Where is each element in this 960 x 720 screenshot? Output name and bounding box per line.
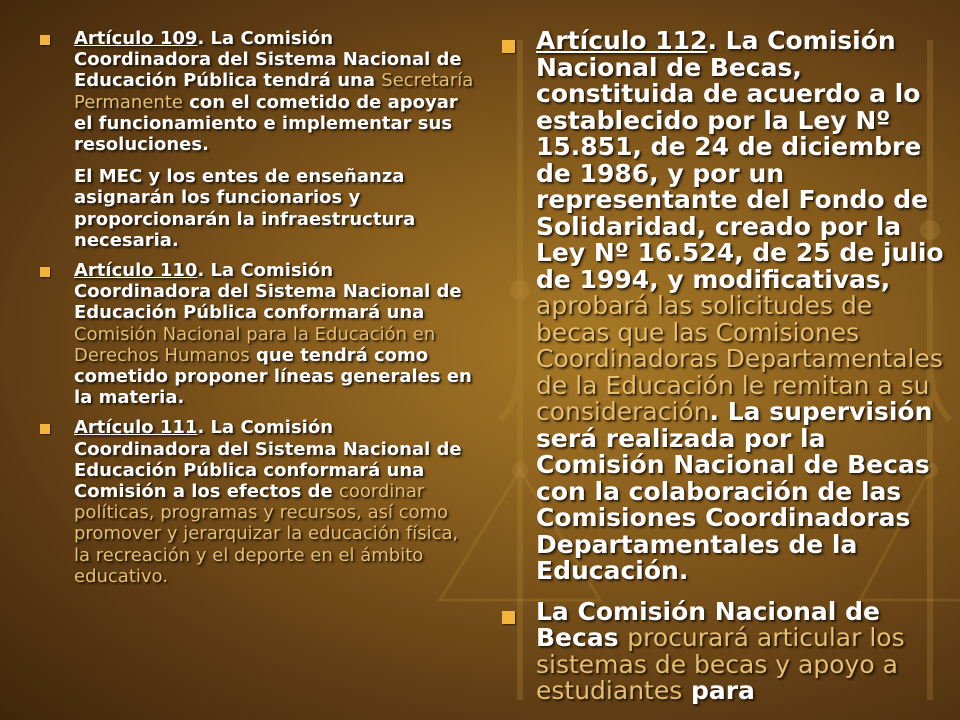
highlight-comision-ddhh: Comisión Nacional para la Educación en Derechos Humanos bbox=[74, 323, 436, 366]
becas-text: La Comisión Nacional de Becas procurará articular los sistemas de becas y apoyo a estudiantes para bbox=[536, 596, 905, 705]
list-item-article-112 bbox=[498, 28, 948, 585]
article-111-text: Artículo 111. La Comisión Coordinadora del Sistema Nacional de Educación Pública conformará una Comisión a los efectos de coordinar políticas, programas y recursos, así como promover y jerarquizar la educación física, la recreación y el deporte en el ámbito educativo. bbox=[74, 417, 462, 587]
article-112-text: Artículo 112. La Comisión Nacional de Becas, constituida de acuerdo a lo establecido por la Ley Nº 15.851, de 24 de diciembre de 1986, y por un representante del Fondo de Solidaridad, creado por la Ley Nº 16.524, de 25 de julio de 1994, y modificativas, aprobará las solicitudes de becas que las Comisiones Coordinadoras Departamentales de la Educación le remitan a su consideración. La supervisión será realizada por la Comisión Nacional de Becas con la colaboración de las Comisiones Coordinadoras Departamentales de la Educación. bbox=[536, 26, 944, 585]
bullet-icon bbox=[40, 424, 50, 434]
list-item-article-109 bbox=[36, 28, 476, 251]
highlight-articular: procurará articular los sistemas de becas y apoyo a estudiantes bbox=[536, 623, 905, 705]
article-112-link: Artículo 112 bbox=[536, 26, 708, 55]
bullet-icon bbox=[40, 35, 50, 45]
article-110-text: Artículo 110. La Comisión Coordinadora del Sistema Nacional de Educación Pública conformará una Comisión Nacional para la Educación en Derechos Humanos que tendrá como cometido proponer líneas generales en la materia. bbox=[74, 260, 472, 409]
right-column bbox=[498, 28, 948, 719]
highlight-aprobara: aprobará las solicitudes de becas que las Comisiones Coordinadoras Departamentales de la Educación le remitan a su consideración bbox=[536, 291, 943, 426]
list-item-article-110 bbox=[36, 260, 476, 408]
article-109-link: Artículo 109 bbox=[74, 28, 198, 49]
highlight-coordinar: coordinar bbox=[339, 481, 425, 503]
article-111-link: Artículo 111 bbox=[74, 417, 198, 439]
highlight-politicas: políticas, programas y recursos, así como promover y jerarquizar la educación física, la recreación y el deporte en el ámbito educativo. bbox=[74, 502, 459, 587]
bullet-icon bbox=[502, 611, 515, 624]
article-110-link: Artículo 110 bbox=[74, 260, 198, 282]
article-109-subparagraph: El MEC y los entes de enseñanza asignarán los funcionarios y proporcionarán la infraestructura necesaria. bbox=[74, 166, 416, 251]
left-column bbox=[36, 28, 476, 596]
list-item-article-111 bbox=[36, 417, 476, 587]
bullet-icon bbox=[40, 267, 50, 277]
highlight-secretaria: Secretaría Permanente bbox=[74, 70, 474, 113]
article-109-text: Artículo 109. La Comisión Coordinadora del Sistema Nacional de Educación Pública tendrá una Secretaría Permanente con el cometido de apoyar el funcionamiento e implementar sus resoluciones. bbox=[74, 28, 474, 156]
list-item-becas bbox=[498, 596, 948, 705]
bullet-icon bbox=[502, 40, 515, 53]
